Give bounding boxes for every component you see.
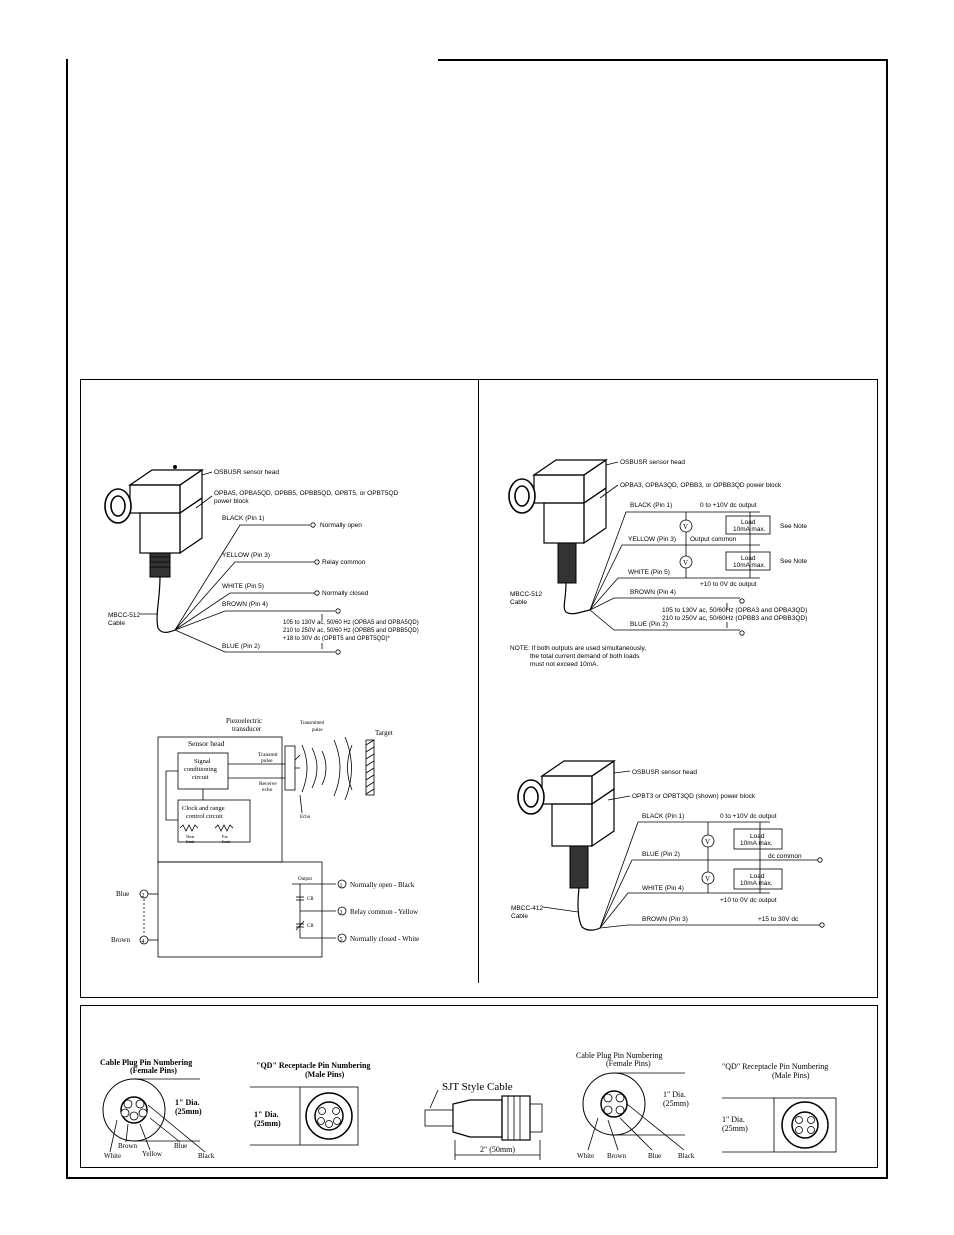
dc-black-wire: BLACK (Pin 1) — [642, 813, 685, 820]
dc-supply: +15 to 30V dc — [758, 916, 799, 923]
bd-signal-3: circuit — [192, 774, 209, 781]
ac-cable-label-2: Cable — [510, 599, 527, 606]
dc-cable-label: MBCC-412 — [511, 905, 544, 912]
ac-black-wire: BLACK (Pin 1) — [630, 502, 673, 509]
dc-voltmeter-2: V — [705, 875, 711, 883]
bd-tx-2: pulse — [261, 758, 273, 764]
bd-out-1: Normally open - Black — [350, 881, 415, 889]
dc-brown-wire: BROWN (Pin 3) — [642, 916, 688, 923]
c5-subtitle: (Male Pins) — [772, 1071, 810, 1080]
c4-black: Black — [678, 1152, 695, 1160]
c2-subtitle: (Male Pins) — [305, 1070, 345, 1079]
ac-load-2b: 10mA max. — [733, 562, 766, 569]
bd-pin-1: 1 — [339, 883, 343, 889]
bd-rx-1: Receive — [259, 781, 277, 787]
c1-black: Black — [198, 1152, 215, 1160]
ac-blue-wire: BLUE (Pin 2) — [630, 621, 668, 628]
ac-out-2: +10 to 0V dc output — [700, 581, 757, 588]
sensor-head-drawing-1 — [105, 465, 202, 632]
dc-head-label: OSBUSR sensor head — [632, 769, 698, 776]
c4-subtitle: (Female Pins) — [606, 1059, 651, 1068]
relay-blue-wire: BLUE (Pin 2) — [222, 643, 260, 650]
ac-power-1: 105 to 130V ac, 50/60Hz (OPBA3 and OPBA3QD) — [662, 607, 808, 614]
relay-black-wire: BLACK (Pin 1) — [222, 515, 265, 522]
c1-white: White — [104, 1152, 122, 1160]
c2-dia: 1" Dia. — [254, 1110, 279, 1119]
c1-dia: 1" Dia. — [175, 1098, 200, 1107]
bd-pin-5: 5 — [339, 937, 343, 943]
bd-pin-4: 4 — [141, 939, 145, 945]
ac-block-label: OPBA3, OPBA3QD, OPBB3, or OPBB3QD power block — [620, 482, 782, 489]
c4-title: Cable Plug Pin Numbering — [576, 1051, 663, 1060]
dc-load-1b: 10mA max. — [740, 840, 773, 847]
ac-see-note-2: See Note — [780, 558, 808, 565]
block-diagram — [111, 717, 419, 957]
bd-pin-3: 3 — [339, 910, 343, 916]
dc-voltmeter-1: V — [705, 838, 711, 846]
analog-dc-diagram — [511, 761, 824, 930]
c5-title: "QD" Receptacle Pin Numbering — [722, 1062, 829, 1071]
dc-load-2b: 10mA max. — [740, 880, 773, 887]
relay-no-label: Normally open — [320, 522, 362, 529]
bd-output: Output — [298, 877, 312, 882]
c5-dia: 1" Dia. — [722, 1115, 745, 1124]
dc-cable-label-2: Cable — [511, 913, 528, 920]
ac-load-2: Load — [741, 555, 756, 562]
c1-blue: Blue — [174, 1142, 188, 1150]
ac-voltmeter-1: V — [683, 523, 689, 531]
c4-dia-2: (25mm) — [663, 1099, 689, 1108]
bd-pulse: pulse — [312, 728, 323, 733]
bd-sensor-head: Sensor head — [188, 739, 225, 748]
bd-out-3: Relay common - Yellow — [350, 908, 419, 916]
c2-title: "QD" Receptacle Pin Numbering — [256, 1061, 371, 1070]
ac-out-1: 0 to +10V dc output — [700, 502, 757, 509]
analog-ac-diagram — [509, 459, 807, 668]
c3-length: 2" (50mm) — [480, 1145, 516, 1154]
bd-near-1: Near — [186, 834, 195, 839]
bd-cr-2: CR — [307, 924, 314, 929]
bd-out-5: Normally closed - White — [350, 935, 420, 943]
relay-yellow-wire: YELLOW (Pin 3) — [222, 552, 271, 559]
ac-white-wire: WHITE (Pin 5) — [628, 569, 670, 576]
bd-pin-2: 2 — [141, 893, 145, 899]
bd-transducer: transducer — [232, 725, 262, 733]
bd-signal-1: Signal — [194, 758, 211, 765]
c4-brown: Brown — [607, 1152, 627, 1160]
relay-nc-label: Normally closed — [322, 590, 369, 597]
dc-block-label: OPBT3 or OPBT3QD (shown) power block — [632, 793, 756, 800]
c1-brown: Brown — [118, 1142, 138, 1150]
dc-load-1: Load — [750, 833, 765, 840]
bd-far-2: limit — [222, 839, 231, 844]
c1-subtitle: (Female Pins) — [130, 1066, 177, 1075]
relay-head-label: OSBUSR sensor head — [214, 469, 280, 476]
ac-cable-label: MBCC-512 — [510, 591, 543, 598]
relay-power-2: 210 to 250V ac, 50/60 Hz (OPBB5 and OPBB5QD) — [283, 628, 419, 634]
bd-signal-2: conditioning — [184, 766, 217, 773]
bd-transmit: Transmitted — [300, 721, 324, 726]
ac-load-1: Load — [741, 519, 756, 526]
ac-see-note-1: See Note — [780, 523, 808, 530]
dc-out-1: 0 to +10V dc output — [720, 813, 777, 820]
relay-rc-label: Relay common — [322, 559, 366, 566]
relay-cable-label-2: Cable — [108, 620, 125, 627]
relay-cable-label: MBCC-512 — [108, 612, 141, 619]
relay-brown-wire: BROWN (Pin 4) — [222, 601, 268, 608]
connector-pinouts — [100, 1051, 836, 1160]
dc-white-wire: WHITE (Pin 4) — [642, 885, 684, 892]
relay-power-3: +18 to 30V dc (OPBT5 and OPBT5QD)* — [283, 636, 390, 642]
ac-head-label: OSBUSR sensor head — [620, 459, 686, 466]
bd-far-1: Far — [222, 834, 228, 839]
relay-block-label: OPBA5, OPBA5QD, OPBB5, OPBB5QD, OPBT5, or OPBT5QD — [214, 490, 399, 497]
ac-note-1: NOTE: If both outputs are used simultaneously, — [510, 645, 647, 652]
c4-blue: Blue — [648, 1152, 662, 1160]
dc-blue-wire: BLUE (Pin 2) — [642, 851, 680, 858]
bd-target: Target — [375, 729, 393, 737]
dc-out-2: +10 to 0V dc output — [720, 897, 777, 904]
bd-piezo: Piezoelectric — [226, 717, 263, 725]
ac-note-2: the total current demand of both loads — [530, 653, 640, 660]
c3-title: SJT Style Cable — [442, 1081, 513, 1093]
bd-brown: Brown — [111, 936, 131, 944]
ac-load-1b: 10mA max. — [733, 526, 766, 533]
bd-near-2: limit — [186, 839, 195, 844]
c4-dia: 1" Dia. — [663, 1090, 686, 1099]
ac-common: Output common — [690, 536, 737, 543]
c1-title: Cable Plug Pin Numbering — [100, 1058, 193, 1067]
c5-dia-2: (25mm) — [722, 1124, 748, 1133]
bd-echo: Echo — [300, 815, 311, 820]
ac-brown-wire: BROWN (Pin 4) — [630, 589, 676, 596]
ac-voltmeter-2: V — [683, 559, 689, 567]
ac-power-2: 210 to 250V ac, 50/60Hz (OPBB3 and OPBB3QD) — [662, 615, 808, 622]
dc-load-2: Load — [750, 873, 765, 880]
bd-clock-1: Clock and range — [182, 805, 225, 812]
bd-clock-2: control circuit — [186, 813, 223, 820]
bd-tx-1: Transmit — [258, 752, 278, 758]
relay-block-label-2: power block — [214, 498, 249, 505]
bd-rx-2: echo — [262, 787, 273, 793]
c1-dia-2: (25mm) — [175, 1107, 202, 1116]
c2-dia-2: (25mm) — [254, 1119, 281, 1128]
relay-white-wire: WHITE (Pin 5) — [222, 583, 264, 590]
dc-common: dc common — [768, 853, 802, 860]
ac-note-3: must not exceed 10mA. — [530, 661, 599, 668]
relay-power-1: 105 to 130V ac, 50/60 Hz (OPBA5 and OPBA5QD) — [283, 620, 419, 626]
ac-yellow-wire: YELLOW (Pin 3) — [628, 536, 677, 543]
bd-blue: Blue — [116, 890, 130, 898]
c1-yellow: Yellow — [142, 1150, 162, 1158]
bd-cr-1: CR — [307, 897, 314, 902]
c4-white: White — [577, 1152, 595, 1160]
relay-wiring-diagram — [105, 465, 419, 654]
